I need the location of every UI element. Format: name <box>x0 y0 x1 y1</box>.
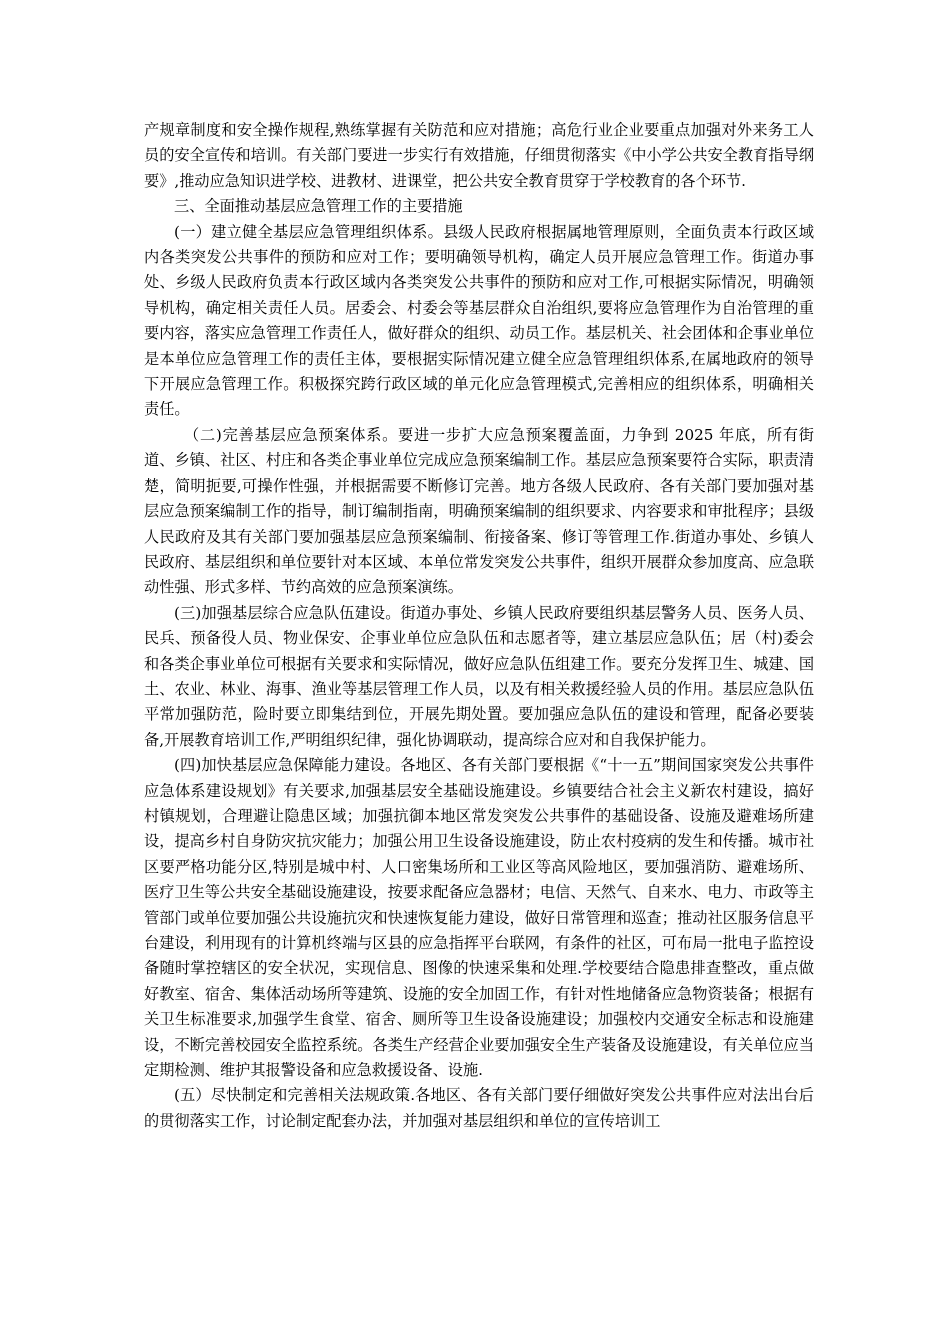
document-page <box>144 118 814 1134</box>
paragraph-item-four: (四)加快基层应急保障能力建设。各地区、各有关部门要根据《“十一五”期间国家突发公共事件应急体系建设规划》有关要求,加强基层安全基础设施建设。乡镇要结合社会主义新农村建设，搞好村镇规划，合理避让隐患区域；加强抗御本地区常发突发公共事件的基础设备、设施及避难场所建设，提高乡村自身防灾抗灾能力；加强公用卫生设备设施建设，防止农村疫病的发生和传播。城市社区要严格功能分区,特别是城中村、人口密集场所和工业区等高风险地区，要加强消防、避难场所、医疗卫生等公共安全基础设施建设，按要求配备应急器材；电信、天然气、自来水、电力、市政等主管部门或单位要加强公共设施抗灾和快速恢复能力建设，做好日常管理和巡查；推动社区服务信息平台建设，利用现有的计算机终端与区县的应急指挥平台联网，有条件的社区，可布局一批电子监控设备随时掌控辖区的安全状况，实现信息、图像的快速采集和处理.学校要结合隐患排查整改，重点做好教室、宿舍、集体活动场所等建筑、设施的安全加固工作，有针对性地储备应急物资装备；根据有关卫生标准要求,加强学生食堂、宿舍、厕所等卫生设备设施建设；加强校内交通安全标志和设施建设，不断完善校园安全监控系统。各类生产经营企业要加强安全生产装备及设施建设，有关单位应当定期检测、维护其报警设备和应急救援设备、设施. <box>144 756 814 1080</box>
section-heading-three: 三、全面推动基层应急管理工作的主要措施 <box>174 197 463 216</box>
paragraph-item-five: (五）尽快制定和完善相关法规政策.各地区、各有关部门要仔细做好突发公共事件应对法出台后的贯彻落实工作，讨论制定配套办法，并加强对基层组织和单位的宣传培训工 <box>144 1086 814 1130</box>
paragraph-item-two: （二)完善基层应急预案体系。要进一步扩大应急预案覆盖面，力争到 2025 年底，所有街道、乡镇、社区、村庄和各类企事业单位完成应急预案编制工作。基层应急预案要符合实际，职责清楚，简明扼要,可操作性强，并根据需要不断修订完善。地方各级人民政府、各有关部门要加强对基层应急预案编制工作的指导，制订编制指南，明确预案编制的组织要求、内容要求和审批程序；县级人民政府及其有关部门要加强基层应急预案编制、衔接备案、修订等管理工作.街道办事处、乡镇人民政府、基层组织和单位要针对本区域、本单位常发突发公共事件，组织开展群众参加度高、应急联动性强、形式多样、节约高效的应急预案演练。 <box>144 425 814 597</box>
paragraph-continuation: 产规章制度和安全操作规程,熟练掌握有关防范和应对措施；高危行业企业要重点加强对外来务工人员的安全宣传和培训。有关部门要进一步实行有效措施，仔细贯彻落实《中小学公共安全教育指导纲要》,推动应急知识进学校、进教材、进课堂，把公共安全教育贯穿于学校教育的各个环节. <box>144 121 814 190</box>
paragraph-item-three: (三)加强基层综合应急队伍建设。街道办事处、乡镇人民政府要组织基层警务人员、医务人员、民兵、预备役人员、物业保安、企事业单位应急队伍和志愿者等，建立基层应急队伍；居（村)委会和各类企事业单位可根据有关要求和实际情况，做好应急队伍组建工作。要充分发挥卫生、城建、国土、农业、林业、海事、渔业等基层管理工作人员，以及有相关救援经验人员的作用。基层应急队伍平常加强防范，险时要立即集结到位，开展先期处置。要加强应急队伍的建设和管理，配备必要装备,开展教育培训工作,严明组织纪律，强化协调联动，提高综合应对和自我保护能力。 <box>144 603 814 749</box>
paragraph-item-one: (一）建立健全基层应急管理组织体系。县级人民政府根据属地管理原则，全面负责本行政区域内各类突发公共事件的预防和应对工作；要明确领导机构，确定人员开展应急管理工作。街道办事处、乡级人民政府负责本行政区域内各类突发公共事件的预防和应对工作,可根据实际情况，明确领导机构，确定相关责任人员。居委会、村委会等基层群众自治组织,要将应急管理作为自治管理的重要内容，落实应急管理工作责任人，做好群众的组织、动员工作。基层机关、社会团体和企事业单位是本单位应急管理工作的责任主体，要根据实际情况建立健全应急管理组织体系,在属地政府的领导下开展应急管理工作。积极探究跨行政区域的单元化应急管理模式,完善相应的组织体系，明确相关责任。 <box>144 222 814 419</box>
